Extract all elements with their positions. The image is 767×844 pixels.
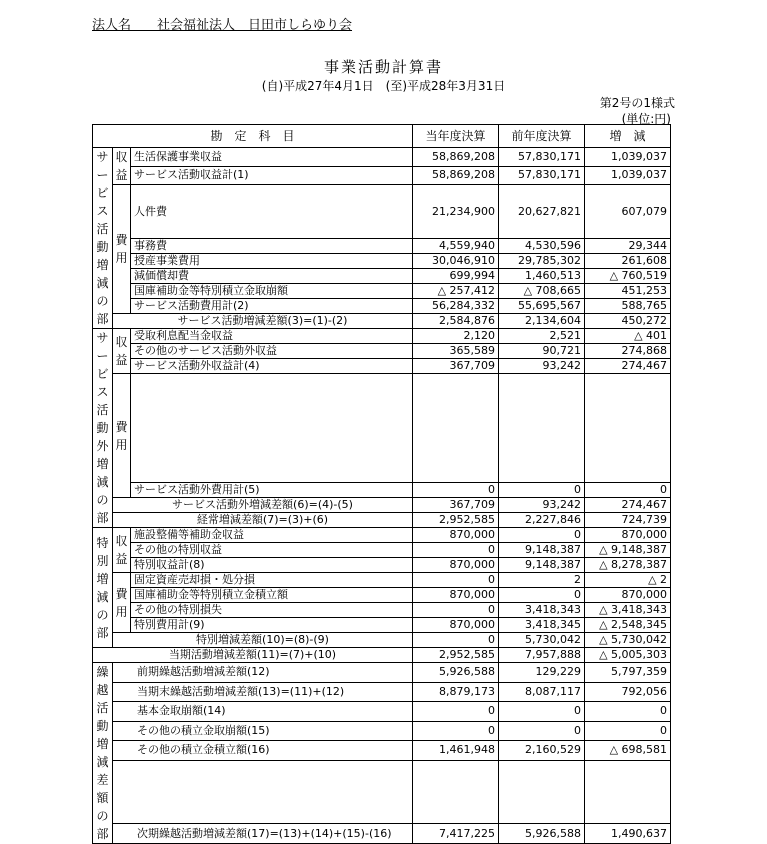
table-row — [93, 824, 671, 844]
cell-diff: △ 760,519 — [585, 269, 671, 284]
document-title: 事業活動計算書 — [323, 58, 443, 76]
cell-previous: 20,627,821 — [499, 185, 585, 239]
cell-current: 870,000 — [413, 588, 499, 603]
row-label: サービス活動外収益計(4) — [131, 359, 413, 374]
currency-unit: (単位:円) — [621, 112, 671, 126]
row-label: 施設整備等補助金収益 — [131, 528, 413, 543]
row-label: 事務費 — [131, 239, 413, 254]
cell-diff: 274,868 — [585, 344, 671, 359]
table-row — [93, 284, 671, 299]
cell-current: 30,046,910 — [413, 254, 499, 269]
cell-previous: 2,227,846 — [499, 513, 585, 528]
cell-previous: 90,721 — [499, 344, 585, 359]
table-row — [93, 543, 671, 558]
cell-diff: 0 — [585, 721, 671, 741]
cell-previous: △ 708,665 — [499, 284, 585, 299]
form-number: 第2号の1様式 — [599, 96, 675, 110]
table-row — [93, 603, 671, 618]
row-label: 次期繰越活動増減差額(17)=(13)+(14)+(15)-(16) — [113, 824, 413, 844]
row-label: 生活保護事業収益 — [131, 148, 413, 167]
cell-previous: 0 — [499, 528, 585, 543]
cell-diff: 0 — [585, 482, 671, 497]
cell-previous: 8,087,117 — [499, 682, 585, 702]
cell-current: 0 — [413, 702, 499, 722]
cell-current: 367,709 — [413, 359, 499, 374]
cell-current: 870,000 — [413, 558, 499, 573]
table-row — [93, 760, 671, 824]
table-row — [93, 185, 671, 239]
table-row — [93, 239, 671, 254]
cell-current: 4,559,940 — [413, 239, 499, 254]
group-income: 収益 — [113, 528, 131, 573]
cell-diff: 29,344 — [585, 239, 671, 254]
row-label: 前期繰越活動増減差額(12) — [113, 663, 413, 683]
cell-diff: △ 401 — [585, 329, 671, 344]
cell-previous: 0 — [499, 702, 585, 722]
table-row — [93, 498, 671, 513]
table-row — [93, 269, 671, 284]
cell-current: △ 257,412 — [413, 284, 499, 299]
cell-diff: 5,797,359 — [585, 663, 671, 683]
row-label: サービス活動外費用計(5) — [131, 482, 413, 497]
group-income: 収益 — [113, 148, 131, 185]
table-row — [93, 148, 671, 167]
cell-diff: 724,739 — [585, 513, 671, 528]
cell-diff: 0 — [585, 702, 671, 722]
cell-current: 367,709 — [413, 498, 499, 513]
cell-diff: 607,079 — [585, 185, 671, 239]
row-label: 特別費用計(9) — [131, 618, 413, 633]
col-previous: 前年度決算 — [499, 125, 585, 148]
cell-previous: 129,229 — [499, 663, 585, 683]
row-label: その他の積立金取崩額(15) — [113, 721, 413, 741]
row-label: その他の特別収益 — [131, 543, 413, 558]
fiscal-period: (自)平成27年4月1日 (至)平成28年3月31日 — [261, 79, 506, 93]
cell-current: 2,952,585 — [413, 513, 499, 528]
table-row — [93, 374, 671, 483]
row-label: 受取利息配当金収益 — [131, 329, 413, 344]
cell-current: 870,000 — [413, 618, 499, 633]
group-expense: 費用 — [113, 374, 131, 498]
table-row — [93, 344, 671, 359]
cell-current: 0 — [413, 482, 499, 497]
cell-diff: 451,253 — [585, 284, 671, 299]
cell-previous: 57,830,171 — [499, 148, 585, 167]
cell-diff: △ 3,418,343 — [585, 603, 671, 618]
cell-previous: 2,134,604 — [499, 314, 585, 329]
cell-current: 0 — [413, 721, 499, 741]
cell-diff: 792,056 — [585, 682, 671, 702]
row-label: 減価償却費 — [131, 269, 413, 284]
cell-diff: 1,490,637 — [585, 824, 671, 844]
cell-previous: 5,730,042 — [499, 633, 585, 648]
row-label: サービス活動収益計(1) — [131, 166, 413, 185]
cell-current: 1,461,948 — [413, 741, 499, 761]
table-row — [93, 682, 671, 702]
cell-previous: 4,530,596 — [499, 239, 585, 254]
cell-previous: 2 — [499, 573, 585, 588]
table-row — [93, 573, 671, 588]
row-label: 経常増減差額(7)=(3)+(6) — [113, 513, 413, 528]
row-label: 国庫補助金等特別積立金積立額 — [131, 588, 413, 603]
table-row — [93, 513, 671, 528]
row-label: サービス活動費用計(2) — [131, 299, 413, 314]
cell-current: 2,120 — [413, 329, 499, 344]
cell-current: 0 — [413, 603, 499, 618]
cell-diff: △ 8,278,387 — [585, 558, 671, 573]
cell-previous: 0 — [499, 482, 585, 497]
cell-previous: 7,957,888 — [499, 648, 585, 663]
table-row — [93, 329, 671, 344]
cell-previous: 9,148,387 — [499, 543, 585, 558]
col-current: 当年度決算 — [413, 125, 499, 148]
row-label: 国庫補助金等特別積立金取崩額 — [131, 284, 413, 299]
cell-current: 0 — [413, 543, 499, 558]
section-carry: 繰越活動増減差額の部 — [93, 663, 113, 844]
row-label: 固定資産売却損・処分損 — [131, 573, 413, 588]
row-label: サービス活動外増減差額(6)=(4)-(5) — [113, 498, 413, 513]
cell-current: 0 — [413, 633, 499, 648]
cell-previous: 55,695,567 — [499, 299, 585, 314]
cell-previous: 3,418,345 — [499, 618, 585, 633]
row-label: サービス活動増減差額(3)=(1)-(2) — [113, 314, 413, 329]
cell-current: 7,417,225 — [413, 824, 499, 844]
cell-current: 21,234,900 — [413, 185, 499, 239]
section-service: サービス活動増減の部 — [93, 148, 113, 329]
cell-current: 5,926,588 — [413, 663, 499, 683]
row-label: 特別収益計(8) — [131, 558, 413, 573]
section-service-other: サービス活動外増減の部 — [93, 329, 113, 528]
table-row — [93, 618, 671, 633]
row-label: その他の特別損失 — [131, 603, 413, 618]
cell-current: 870,000 — [413, 528, 499, 543]
table-row — [93, 702, 671, 722]
cell-current: 56,284,332 — [413, 299, 499, 314]
cell-previous: 2,521 — [499, 329, 585, 344]
cell-previous: 3,418,343 — [499, 603, 585, 618]
cell-diff: 261,608 — [585, 254, 671, 269]
cell-diff: 588,765 — [585, 299, 671, 314]
row-label: 基本金取崩額(14) — [113, 702, 413, 722]
activity-statement-table — [92, 124, 671, 844]
cell-previous: 5,926,588 — [499, 824, 585, 844]
row-label: その他の積立金積立額(16) — [113, 741, 413, 761]
cell-current: 699,994 — [413, 269, 499, 284]
group-income: 収益 — [113, 329, 131, 374]
row-label: その他のサービス活動外収益 — [131, 344, 413, 359]
table-row — [93, 648, 671, 663]
cell-previous: 9,148,387 — [499, 558, 585, 573]
cell-diff: 274,467 — [585, 359, 671, 374]
table-row — [93, 299, 671, 314]
table-row — [93, 482, 671, 497]
row-label: 当期末繰越活動増減差額(13)=(11)+(12) — [113, 682, 413, 702]
cell-diff: 450,272 — [585, 314, 671, 329]
cell-previous: 1,460,513 — [499, 269, 585, 284]
row-label: 当期活動増減差額(11)=(7)+(10) — [93, 648, 413, 663]
cell-diff: 1,039,037 — [585, 166, 671, 185]
cell-previous: 29,785,302 — [499, 254, 585, 269]
corporation-name: 法人名 社会福祉法人 日田市しらゆり会 — [92, 18, 353, 33]
cell-diff: 274,467 — [585, 498, 671, 513]
cell-previous: 2,160,529 — [499, 741, 585, 761]
table-row — [93, 588, 671, 603]
cell-current: 0 — [413, 573, 499, 588]
cell-diff: 870,000 — [585, 588, 671, 603]
cell-current: 2,584,876 — [413, 314, 499, 329]
cell-diff: △ 9,148,387 — [585, 543, 671, 558]
cell-current: 58,869,208 — [413, 148, 499, 167]
table-row — [93, 359, 671, 374]
table-row — [93, 633, 671, 648]
table-row — [93, 166, 671, 185]
cell-current: 58,869,208 — [413, 166, 499, 185]
cell-previous: 93,242 — [499, 359, 585, 374]
cell-previous: 93,242 — [499, 498, 585, 513]
cell-previous: 0 — [499, 588, 585, 603]
cell-diff: △ 5,005,303 — [585, 648, 671, 663]
table-row — [93, 558, 671, 573]
cell-current: 2,952,585 — [413, 648, 499, 663]
table-row — [93, 314, 671, 329]
col-diff: 増 減 — [585, 125, 671, 148]
cell-previous: 57,830,171 — [499, 166, 585, 185]
cell-diff: △ 5,730,042 — [585, 633, 671, 648]
cell-diff: △ 2 — [585, 573, 671, 588]
cell-diff: △ 2,548,345 — [585, 618, 671, 633]
row-label: 特別増減差額(10)=(8)-(9) — [113, 633, 413, 648]
cell-previous: 0 — [499, 721, 585, 741]
cell-diff: 870,000 — [585, 528, 671, 543]
group-expense: 費用 — [113, 185, 131, 314]
group-expense: 費用 — [113, 573, 131, 633]
section-special: 特別増減の部 — [93, 528, 113, 648]
table-row — [93, 721, 671, 741]
row-label: 人件費 — [131, 185, 413, 239]
cell-diff: 1,039,037 — [585, 148, 671, 167]
table-row — [93, 663, 671, 683]
table-row — [93, 254, 671, 269]
table-row — [93, 528, 671, 543]
cell-diff: △ 698,581 — [585, 741, 671, 761]
cell-current: 8,879,173 — [413, 682, 499, 702]
col-item: 勘 定 科 目 — [93, 125, 413, 148]
row-label: 授産事業費用 — [131, 254, 413, 269]
table-row — [93, 741, 671, 761]
cell-current: 365,589 — [413, 344, 499, 359]
